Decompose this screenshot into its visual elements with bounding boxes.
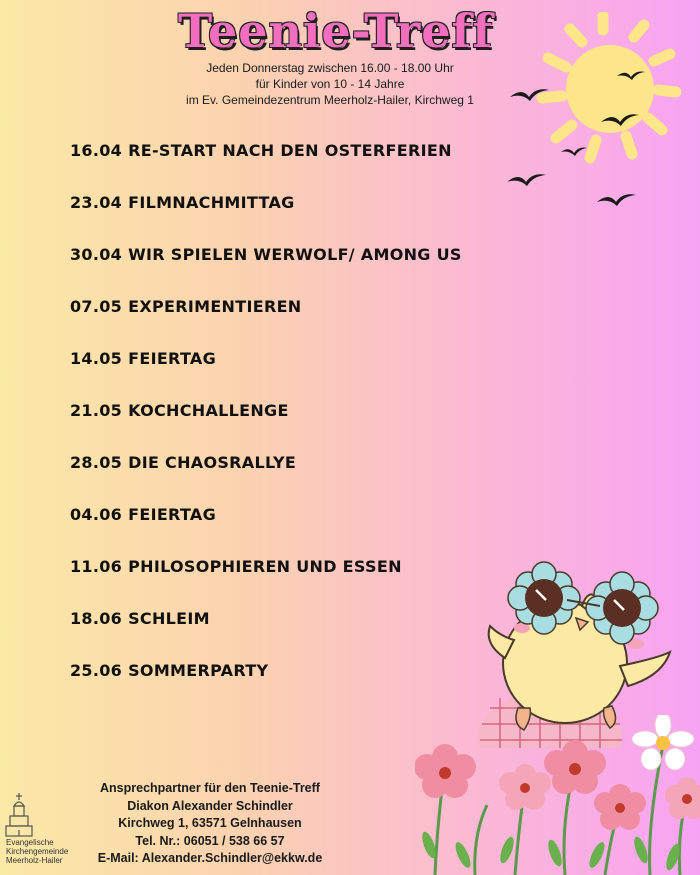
flower-icon — [594, 784, 646, 830]
event-title: DIE CHAOSRALLYE — [128, 453, 297, 472]
flower-icon — [665, 777, 700, 819]
contact-name: Diakon Alexander Schindler — [127, 798, 293, 813]
meeting-info — [160, 60, 500, 108]
event-list — [70, 137, 462, 709]
church-name-line: Evangelische — [6, 838, 54, 847]
event-item — [70, 553, 462, 605]
event-item — [70, 189, 462, 241]
bird-icon — [617, 72, 645, 80]
event-date: 14.05 — [70, 349, 123, 368]
event-item — [70, 501, 462, 553]
flower-icon — [544, 740, 606, 794]
flowers-group — [415, 715, 700, 875]
bird-icon — [597, 194, 636, 206]
event-date: 04.06 — [70, 505, 123, 524]
event-date: 18.06 — [70, 609, 123, 628]
church-name-line: Meerholz-Hailer — [6, 856, 63, 865]
event-title: KOCHCHALLENGE — [128, 401, 289, 420]
birds-group — [505, 60, 665, 210]
event-item — [70, 657, 462, 709]
event-title: EXPERIMENTIEREN — [128, 297, 302, 316]
event-title: WIR SPIELEN WERWOLF/ AMONG US — [128, 245, 462, 264]
event-date: 23.04 — [70, 193, 123, 212]
event-item — [70, 137, 462, 189]
event-title: FILMNACHMITTAG — [128, 193, 295, 212]
flower-icon — [499, 764, 551, 810]
meeting-age: für Kinder von 10 - 14 Jahre — [255, 77, 405, 91]
event-title: SOMMERPARTY — [128, 661, 269, 680]
event-item — [70, 605, 462, 657]
event-date: 30.04 — [70, 245, 123, 264]
meeting-time: Jeden Donnerstag zwischen 16.00 - 18.00 Uhr — [206, 61, 454, 75]
event-title: FEIERTAG — [128, 349, 217, 368]
event-date: 07.05 — [70, 297, 123, 316]
church-name — [6, 838, 68, 865]
event-title: FEIERTAG — [128, 505, 217, 524]
bird-icon — [601, 114, 639, 126]
event-title: RE-START NACH DEN OSTERFERIEN — [128, 141, 452, 160]
contact-block — [90, 780, 330, 868]
event-item — [70, 293, 462, 345]
church-name-line: Kirchengemeinde — [6, 847, 69, 856]
event-date: 11.06 — [70, 557, 123, 576]
bird-icon — [507, 174, 546, 186]
contact-heading: Ansprechpartner für den Teenie-Treff — [100, 781, 320, 795]
event-date: 25.06 — [70, 661, 123, 680]
contact-address: Kirchweg 1, 63571 Gelnhausen — [118, 816, 302, 830]
church-icon — [2, 792, 36, 838]
event-date: 21.05 — [70, 401, 123, 420]
event-item — [70, 241, 462, 293]
event-item — [70, 397, 462, 449]
flower-icon — [632, 715, 694, 770]
meeting-location: im Ev. Gemeindezentrum Meerholz-Hailer, Kirchweg 1 — [186, 93, 474, 107]
event-item — [70, 449, 462, 501]
page-title: Teenie-Treff — [178, 4, 494, 58]
contact-email: E-Mail: Alexander.Schindler@ekkw.de — [97, 851, 323, 865]
event-date: 16.04 — [70, 141, 123, 160]
event-title: PHILOSOPHIEREN UND ESSEN — [128, 557, 402, 576]
bird-icon — [561, 148, 587, 156]
contact-phone: Tel. Nr.: 06051 / 538 66 57 — [135, 833, 285, 848]
event-title: SCHLEIM — [128, 609, 210, 628]
event-item — [70, 345, 462, 397]
event-date: 28.05 — [70, 453, 123, 472]
flower-icon — [415, 744, 476, 798]
bird-icon — [510, 89, 549, 101]
